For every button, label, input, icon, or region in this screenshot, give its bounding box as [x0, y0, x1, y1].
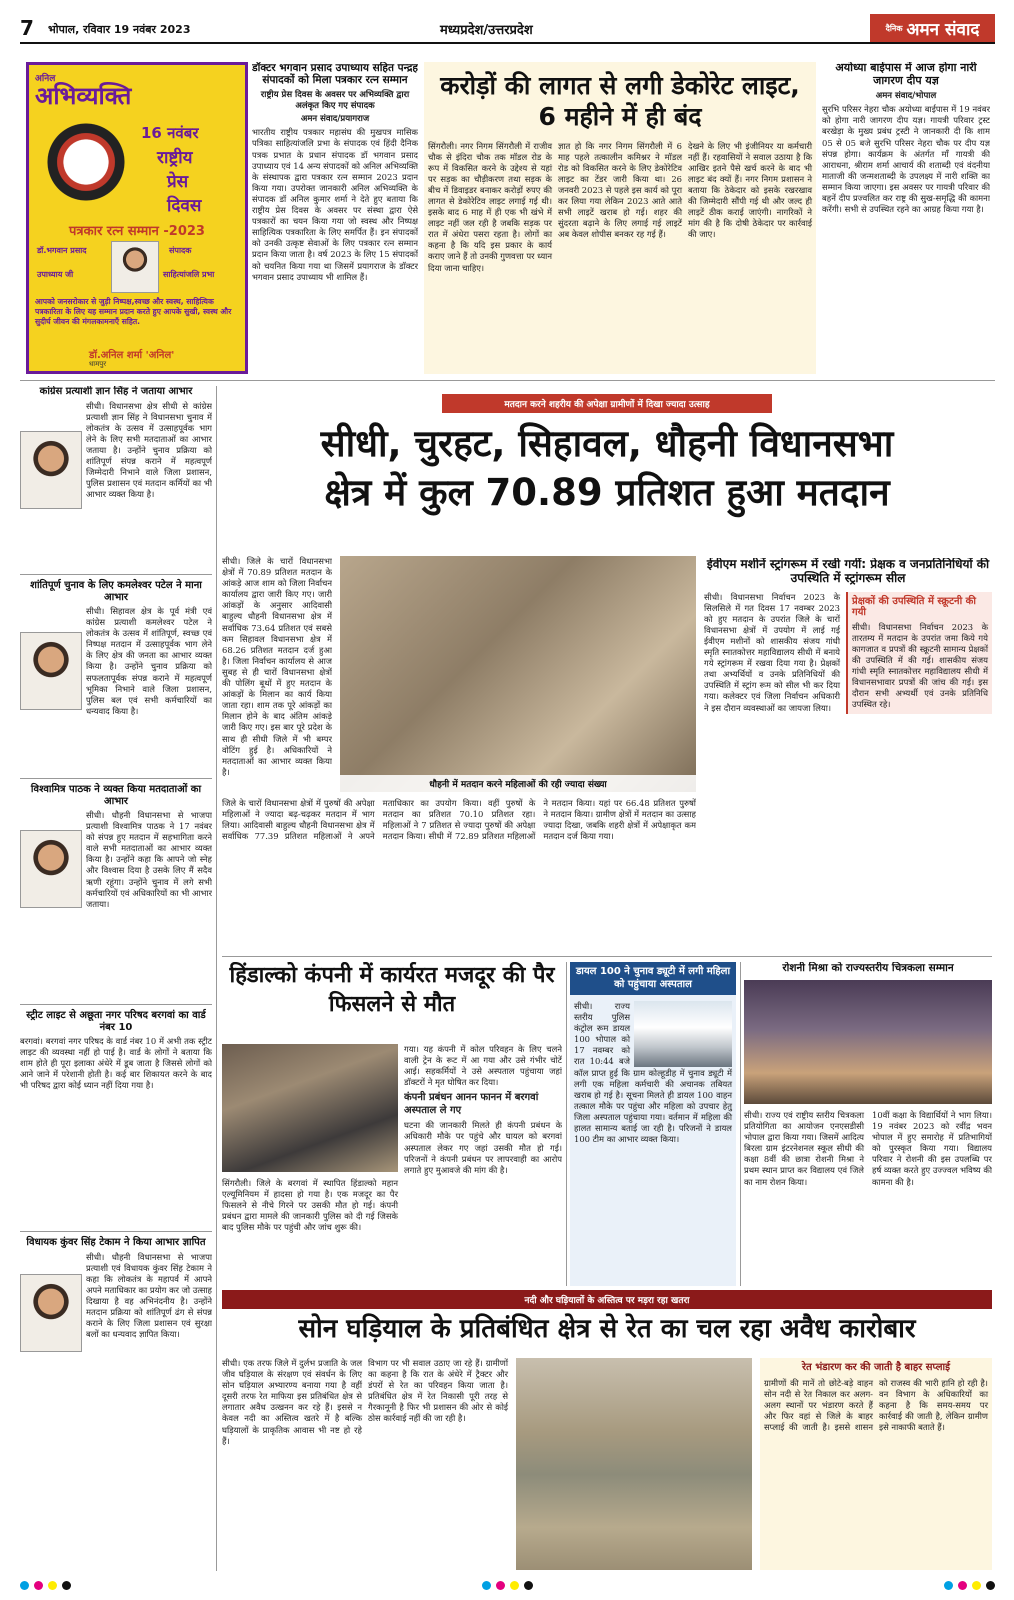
- magenta-dot: [34, 1581, 43, 1590]
- left-column: [20, 386, 212, 1571]
- ad-right-role: साहित्यांजलि प्रभा: [163, 270, 215, 279]
- left-s3-body: सीधी। धौहनी विधानसभा से भाजपा प्रत्याशी विश्वामित्र पाठक ने 17 नवंबर को संपन्न हुए मतदान में सहभागिता करने वाले सभी मतदाताओं का आभार व्यक्त किया है। उन्होंने कहा कि आपने जो स्नेह और विश्वास दिया है उसके लिए मैं सदैव ऋणी रहूंगा। उन्होंने चुनाव में लगे सभी कर्मचारियों एवं अधिकारियों का भी आभार जताया।: [86, 810, 212, 909]
- main-side-body: सीधी। विधानसभा निर्वाचन 2023 के सिलसिले में गत दिवस 17 नवम्बर 2023 को हुए मतदान के उपरांत जिले के चारों विधानसभा क्षेत्रों में उपयोग में लाई गई ईवीएम मशीनों को शासकीय संजय गांधी स्मृति स्नातकोत्तर महाविद्यालय सीधी में बनाये गये स्ट्रांगरूम में रखवा दिया गया है। प्रेक्षकों तथा अभ्यर्थियों व उनके प्रतिनिधियों की उपस्थिति में स्ट्रांग रूम को सील भी कर दिया गया। कलेक्टर एवं जिला निर्वाचन अधिकारी ने इस दौरान व्यवस्थाओं का जायजा लिया।: [704, 591, 840, 713]
- roshni-col1: सीधी। राज्य एवं राष्ट्रीय स्तरीय चित्रकला प्रतियोगिता का आयोजन एनएसडीसी भोपाल द्वारा किया गया। जिसमें आदित्य बिरला ग्राम इंटरनेशनल स्कूल सीधी की कक्षा 8वीं की छात्रा रोशनी मिश्रा ने प्रथम स्थान प्राप्त कर विद्यालय एवं जिले का नाम रोशन किया।: [744, 1110, 864, 1187]
- hindalco-col2: गया। यह कंपनी में कोल परिवहन के लिए चलने वाली ट्रेन के रूट में आ गया और उसे गंभीर चोटें आई। सहकर्मियों ने उसे अस्पताल पहुंचाया जहां डॉक्टरों ने मृत घोषित कर दिया।: [404, 1044, 562, 1088]
- section-name: मध्यप्रदेश/उत्तरप्रदेश: [440, 23, 533, 38]
- story-main: [222, 386, 992, 952]
- story-led-light: [424, 62, 816, 374]
- ad-brand: अनिल: [35, 74, 56, 84]
- left-s2-portrait: [20, 632, 82, 710]
- black-dot: [986, 1581, 995, 1590]
- story-roshni: [744, 962, 992, 1286]
- left-s1-body: सीधी। विधानसभा क्षेत्र सीधी से कांग्रेस प्रत्याशी ज्ञान सिंह ने विधानसभा चुनाव में लोकतंत्र के उत्सव में उत्साहपूर्वक भाग लेने के लिए सभी मतदाताओं का आभार जताया है। उन्होंने चुनाव प्रक्रिया को शांतिपूर्ण संपन्न कराने में महत्वपूर्ण जिम्मेदारी निभाने वाले जिला प्रशासन, पुलिस प्रशासन एवं मतदान कर्मियों का भी आभार व्यक्त किया है।: [86, 400, 212, 500]
- story-upadhyay-sub: राष्ट्रीय प्रेस दिवस के अवसर पर अभिव्यक्ति द्वारा अलंकृत किए गए संपादक: [260, 90, 410, 111]
- ad-date: 16 नवंबर: [141, 124, 199, 142]
- roshni-headline: रोशनी मिश्रा को राज्यस्तरीय चित्रकला सम्मान: [782, 962, 954, 974]
- sone-side-body: ग्रामीणों की मानें तो छोटे-बड़े वाहन सोन नदी से रेत निकाल कर अलग-अलग स्थानों पर भंडारण करते हैं और फिर वहां से जिले के बाहर सप्लाई की जाती है। इससे शासन को राजस्व की भारी हानि हो रही है। वन विभाग के अधिकारियों का कहना है कि समय-समय पर कार्रवाई की जाती है, लेकिन ग्रामीण इसे नाकाफी बताते हैं।: [764, 1377, 988, 1432]
- main-side-headline: ईवीएम मशीनें स्ट्रांगरूम में रखी गयीं: प्रेक्षक व जनप्रतिनिधियों की उपस्थिति में स्ट्रांगरूम सील: [706, 558, 990, 585]
- roshni-award-photo: [744, 980, 992, 1104]
- page-header: [20, 14, 995, 44]
- reg-marks-left: [20, 1581, 71, 1590]
- yellow-dot: [972, 1581, 981, 1590]
- page-number: 7: [20, 16, 34, 40]
- divider: [20, 380, 995, 381]
- main-photo-caption: धौहनी में मतदान करने महिलाओं की रही ज्यादा संख्या: [340, 775, 696, 792]
- left-s5-headline: विधायक कुंवर सिंह टेकाम ने किया आभार ज्ञापित: [26, 1237, 206, 1248]
- left-s4-body: बरगवां। बरगवां नगर परिषद के वार्ड नंबर 10 में अभी तक स्ट्रीट लाइट की व्यवस्था नहीं हो पाई है। वार्ड के लोगों ने बताया कि शाम होते ही पूरा इलाका अंधेरे में डूब जाता है जिससे लोगों को आने जाने में परेशानी होती है। कई बार शिकायत करने के बाद भी परिषद द्वारा कोई ध्यान नहीं दिया गया है।: [20, 1036, 212, 1091]
- sone-col1: सीधी। एक तरफ जिले में दुर्लभ प्रजाति के जल जीव घड़ियाल के संरक्षण एवं संवर्धन के लिए सोन घड़ियाल अभ्यारण्य बनाया गया है वहीं दूसरी तरफ रेत माफिया इस प्रतिबंधित क्षेत्र से लगातार अवैध उत्खनन कर रहे हैं। इससे न केवल नदी का अस्तित्व खतरे में है बल्कि घड़ियालों के प्राकृतिक आवास भी नष्ट हो रहे हैं।: [222, 1358, 362, 1446]
- divider: [20, 778, 212, 779]
- ad-line1: राष्ट्रीय: [157, 148, 193, 168]
- black-dot: [62, 1581, 71, 1590]
- left-s3-portrait: [20, 830, 82, 908]
- story-upadhyay: [252, 62, 418, 374]
- cyan-dot: [482, 1581, 491, 1590]
- main-col2: जिले के चारों विधानसभा क्षेत्रों में पुरुषों की अपेक्षा महिलाओं ने ज्यादा बढ़-चढ़कर मतदान में भाग लिया। आदिवासी बाहुल्य धौहनी विधानसभा क्षेत्र में सर्वाधिक 77.39 प्रतिशत महिलाओं ने अपने मताधिकार का उपयोग किया। वहीं पुरुषों के मतदान का प्रतिशत 70.10 प्रतिशत रहा। महिलाओं ने 7 प्रतिशत से ज्यादा पुरुषों की अपेक्षा मतदान किया। सीधी में 72.89 प्रतिशत महिलाओं ने मतदान किया। यहां पर 66.48 प्रतिशत पुरुषों ने मतदान किया। ग्रामीण क्षेत्रों में मतदान का उत्साह ज्यादा दिखा, जबकि शहरी क्षेत्रों में अपेक्षाकृत कम मतदान दर्ज किया गया।: [222, 798, 696, 842]
- story-ayodhya: [822, 62, 990, 374]
- dial100-vehicle-photo: [634, 1001, 732, 1067]
- masthead-logo: [870, 14, 995, 42]
- story-upadhyay-headline: डॉक्टर भगवान प्रसाद उपाध्याय सहित पन्द्रह संपादकों को मिला पत्रकार रत्न सम्मान: [252, 62, 418, 87]
- main-headline-l1: सीधी, चुरहट, सिहावल, धौहनी विधानसभा: [320, 422, 894, 465]
- ad-right-name: संपादक: [169, 246, 192, 255]
- left-s2-headline: शांतिपूर्ण चुनाव के लिए कमलेश्वर पटेल ने माना आभार: [30, 580, 202, 603]
- footer-registration-marks: [20, 1578, 995, 1592]
- divider: [222, 956, 992, 957]
- left-s4-headline: स्ट्रीट लाइट से अछूता नगर परिषद बरगवां का वार्ड नंबर 10: [26, 1010, 206, 1033]
- masthead-name: अमन संवाद: [906, 19, 980, 40]
- ad-emblem: [41, 117, 131, 207]
- masthead-prefix: दैनिक: [885, 23, 903, 33]
- divider: [216, 386, 217, 1571]
- main-side-story: [704, 558, 992, 950]
- left-s5-portrait: [20, 1274, 82, 1352]
- hindalco-photo: [222, 1044, 398, 1172]
- main-inset-body: सीधी। विधानसभा निर्वाचन 2023 के तारतम्य में मतदान के उपरांत जमा किये गये कागजात व प्रपत्रों की स्क्रूटनी सामान्य प्रेक्षकों की उपस्थिति में की गई। शासकीय संजय गांधी स्मृति स्नातकोत्तर महाविद्यालय सीधी में विधानसभावार प्रपत्रों की जांच की गई। इस दौरान सभी अभ्यर्थी एवं उनके प्रतिनिधि उपस्थित रहे।: [852, 621, 988, 710]
- ad-award: पत्रकार रत्न सम्मान -2023: [69, 224, 205, 239]
- sone-kicker: नदी और घड़ियालों के अस्तित्व पर मड़रा रहा खतरा: [222, 1290, 992, 1309]
- ad-line3: दिवस: [167, 196, 202, 216]
- sone-col2: विभाग पर भी सवाल उठाए जा रहे हैं। ग्रामीणों का कहना है कि रात के अंधेरे में ट्रैक्टर और डंपरों से रेत का परिवहन किया जाता है। प्रतिबंधित क्षेत्र में रेत निकासी पूरी तरह से गैरकानूनी है फिर भी प्रशासन की ओर से कोई ठोस कार्रवाई नहीं की जा रही है।: [368, 1358, 508, 1424]
- ad-signer: डॉ.अनिल शर्मा 'अनिल': [89, 350, 175, 361]
- story-ayodhya-byline: अमन संवाद/भोपाल: [875, 91, 937, 102]
- left-s2-body: सीधी। सिहावल क्षेत्र के पूर्व मंत्री एवं कांग्रेस प्रत्याशी कमलेश्वर पटेल ने लोकतंत्र के उत्सव में शांतिपूर्ण, स्वच्छ एवं निष्पक्ष मतदान में उत्साहपूर्वक भाग लेने के लिए क्षेत्र की जनता का आभार व्यक्त किया है। उन्होंने चुनाव प्रक्रिया को सफलतापूर्वक संपन्न कराने में महत्वपूर्ण भूमिका निभाने वाले जिला प्रशासन, पुलिस बल एवं सभी कर्मचारियों का धन्यवाद किया है।: [86, 606, 212, 716]
- ad-left-name: डॉ.भगवान प्रसाद: [37, 246, 87, 255]
- story-upadhyay-body: भारतीय राष्ट्रीय पत्रकार महासंघ की मुखपत्र मासिक पत्रिका साहित्यांजलि प्रभा के संपादक एवं हिंदी दैनिक पत्रक प्रभात के प्रधान संपादक डॉ भगवान प्रसाद उपाध्याय एवं 14 अन्य संपादकों को अनिल अभिव्यक्ति के संस्थापक द्वारा पत्रकार रत्न सम्मान 2023 प्रदान किया गया। उपरोक्त जानकारी अनिल अभिव्यक्ति के संपादक डॉ अनिल कुमार शर्मा ने देते हुए बताया कि राष्ट्रीय प्रेस दिवस के अवसर पर संस्था द्वारा ऐसे पत्रकारों का चयन किया गया जो स्वस्थ और निष्पक्ष साहित्यिक पत्रकारिता के लिए समर्पित हैं। इन संपादकों को उनकी उत्कृष्ट सेवाओं के लिए पत्रकार रत्न सम्मान प्रदान किया जाता है। वर्ष 2023 के लिए 15 संपादकों को चयनित किया गया था जिसमें प्रयागराज के डॉक्टर भगवान प्रसाद उपाध्याय भी शामिल हैं।: [252, 127, 418, 282]
- story-ayodhya-body: सुरभि परिसर नेहरा चौक अयोध्या बाईपास में 19 नवंबर को होगा नारी जागरण दीप यज्ञ। गायत्री परिवार ट्रस्ट बरखेड़ा के मुख्य प्रबंध ट्रस्टी ने जानकारी दी कि शाम 05 से 05 बजे सुरभि परिसर नेहरा चौक पर दीप यज्ञ संपन्न होगा। कार्यक्रम के अंतर्गत माँ गायत्री की आराधना, श्रीराम शर्मा आचार्य की शताब्दी एवं वंदनीया माताजी की जन्मशताब्दी के उपलक्ष्य में नारी शक्ति का सम्मान किया जाएगा। इस अवसर पर गायत्री परिवार की बहनें दीप प्रज्वलित कर राष्ट्र की सुख-समृद्धि की कामना करेंगी। सभी से उपस्थित रहने का आग्रह किया गया है।: [822, 104, 990, 215]
- ad-left-role: उपाध्याय जी: [37, 270, 74, 279]
- hindalco-headline: हिंडाल्को कंपनी में कार्यरत मजदूर की पैर फिसलने से मौत: [229, 963, 555, 1017]
- left-s5-body: सीधी। धौहनी विधानसभा से भाजपा प्रत्याशी एवं विधायक कुंवर सिंह टेकाम ने कहा कि लोकतंत्र के महापर्व में आपने अपने मताधिकार का प्रयोग कर जो उत्साह दिखाया है वह अभिनंदनीय है। उन्होंने मतदान प्रक्रिया को शांतिपूर्ण ढंग से संपन्न कराने के लिए जिला प्रशासन एवं सुरक्षा बलों का धन्यवाद ज्ञापित किया।: [86, 1251, 212, 1340]
- left-s1-portrait: [20, 431, 82, 509]
- date-line: भोपाल, रविवार 19 नवंबर 2023: [48, 23, 191, 36]
- story-upadhyay-byline: अमन संवाद/प्रयागराज: [300, 114, 370, 125]
- black-dot: [524, 1581, 533, 1590]
- main-inset-headline: प्रेक्षकों की उपस्थिति में स्क्रूटनी की गयी: [852, 595, 976, 619]
- story-dial100: [570, 962, 736, 1286]
- main-inset-box: [846, 592, 992, 715]
- story-hindalco: [222, 962, 562, 1286]
- hindalco-col1: सिंगरौली। जिले के बरगवां में स्थापित हिंडाल्को महान एल्यूमिनियम में हादसा हो गया है। एक मजदूर का पैर फिसलने से नीचे गिरने पर उसकी मौत हो गई। कंपनी प्रबंधन द्वारा मामले की जानकारी पुलिस को दी गई जिसके बाद पुलिस मौके पर पहुंची और जांच शुरू की।: [222, 1178, 398, 1233]
- divider: [20, 1231, 212, 1232]
- story-sone: [222, 1290, 992, 1572]
- story-ayodhya-headline: अयोध्या बाईपास में आज होगा नारी जागरण दीप यज्ञ: [835, 62, 977, 87]
- cyan-dot: [944, 1581, 953, 1590]
- divider: [566, 962, 567, 1286]
- story-led-col3: देखने के लिए भी इंजीनियर या कर्मचारी नहीं हैं। रहवासियों ने सवाल उठाया है कि आखिर इतने पैसे खर्च करने के बाद भी लाइट बंद क्यों हैं। नगर निगम प्रशासन ने बताया कि ठेकेदार को इसके रखरखाव की जिम्मेदारी सौंपी गई थी और जल्द ही लाइटें ठीक कराई जाएंगी। नागरिकों ने मांग की है कि दोषी ठेकेदार पर कार्रवाई की जाए।: [688, 140, 812, 240]
- yellow-dot: [48, 1581, 57, 1590]
- sone-side-headline: रेत भंडारण कर की जाती है बाहर सप्लाई: [801, 1362, 951, 1373]
- yellow-dot: [510, 1581, 519, 1590]
- main-voters-photo: [340, 556, 696, 792]
- main-headline-l2: क्षेत्र में कुल 70.89 प्रतिशत हुआ मतदान: [324, 470, 890, 514]
- story-led-col1: सिंगरौली। नगर निगम सिंगरौली में राजीव चौक से इंदिरा चौक तक मॉडल रोड के रूप में विकसित करने के उद्देश्य से यहां पर सड़क का चौड़ीकरण तथा सड़क के बीच में डिवाइडर बनाकर करोड़ों रुपए की लागत से डेकोरेटिव लाइट लगाई गई थी। इसके बाद 6 माह में ही एक भी खंभे में लाइट नहीं जल रही है जबकि सड़क पर रात में अंधेरा पसरा रहता है। लोगों का कहना है कि यदि इस प्रकार के कार्य कराए जाने हैं तो उनकी गुणवत्ता पर ध्यान दिया जाना चाहिए।: [428, 140, 552, 273]
- dial100-body: सीधी। राज्य स्तरीय पुलिस कंट्रोल रूम डायल 100 भोपाल को 17 नवम्बर को रात 10:44 बजे कॉल प्राप्त हुई कि ग्राम कोल्हूडीह में चुनाव ड्यूटी में लगी एक महिला कर्मचारी की अचानक तबियत खराब हो गई है। सूचना मिलते ही डायल 100 वाहन तत्काल मौके पर पहुंचा और महिला को उपचार हेतु जिला अस्पताल पहुंचाया गया। वर्तमान में महिला की हालत सामान्य बताई जा रही है। परिजनों ने डायल 100 टीम का आभार व्यक्त किया।: [574, 1001, 732, 1145]
- roshni-col2: 10वीं कक्षा के विद्यार्थियों ने भाग लिया। 19 नवंबर 2023 को रवींद्र भवन भोपाल में हुए समारोह में प्रतिभागियों को पुरस्कृत किया गया। विद्यालय परिवार ने रोशनी की इस उपलब्धि पर हर्ष व्यक्त करते हुए उज्ज्वल भविष्य की कामना की है।: [872, 1110, 992, 1187]
- hindalco-sub: कंपनी प्रबंधन आनन फानन में बरगवां अस्पताल ले गए: [404, 1092, 539, 1116]
- sone-river-photo: [516, 1358, 752, 1570]
- story-led-col2: ज्ञात हो कि नगर निगम सिंगरौली में 6 माह पहले तत्कालीन कमिश्नर ने मॉडल रोड को विकसित करने के लिए डेकोरेटिव लाइट का टेंडर जारी किया था। 26 जनवरी 2023 से पहले इस कार्य को पूरा कर लिया गया लेकिन 2023 आते आते सभी लाइटें खराब हो गई। शहर की सुंदरता बढ़ाने के लिए लगाई गई लाइटें अब केवल शोपीस बनकर रह गई हैं।: [558, 140, 682, 240]
- cyan-dot: [20, 1581, 29, 1590]
- press-day-advertisement: [26, 62, 248, 374]
- main-kicker: मतदान करने शहरीय की अपेक्षा ग्रामीणों में दिखा ज्यादा उत्साह: [442, 394, 772, 413]
- sone-side-box: [760, 1358, 992, 1570]
- reg-marks-center: [482, 1581, 533, 1590]
- ad-line2: प्रेस: [167, 172, 189, 192]
- left-s3-headline: विश्वामित्र पाठक ने व्यक्त किया मतदाताओं का आभार: [30, 784, 202, 807]
- left-s1-headline: कांग्रेस प्रत्याशी ज्ञान सिंह ने जताया आभार: [39, 386, 193, 397]
- ad-portrait: [111, 241, 159, 293]
- divider: [20, 1004, 212, 1005]
- reg-marks-right: [944, 1581, 995, 1590]
- sone-headline: सोन घड़ियाल के प्रतिबंधित क्षेत्र से रेत का चल रहा अवैध कारोबार: [298, 1314, 916, 1344]
- magenta-dot: [496, 1581, 505, 1590]
- main-col1: सीधी। जिले के चारों विधानसभा क्षेत्रों में 70.89 प्रतिशत मतदान के आंकड़े आज शाम को जिला निर्वाचन कार्यालय द्वारा जारी किए गए। जारी आंकड़ों के अनुसार आदिवासी बाहुल्य धौहनी विधानसभा क्षेत्र में सर्वाधिक 73.64 प्रतिशत एवं सबसे कम सिहावल विधानसभा क्षेत्र में 68.26 प्रतिशत मतदान दर्ज हुआ है। जिला निर्वाचन कार्यालय से आज सुबह से ही चारों विधानसभा क्षेत्रों की पोलिंग बूथों में हुए मतदान के आंकड़ों के मिलान का कार्य किया जाता रहा। शाम तक पूरे आंकड़ों का मिलान होने के बाद अंतिम आंकड़े जारी किए गए। इस बार पूरे प्रदेश के साथ ही सीधी जिले में भी बम्पर वोटिंग हुई है। अधिकारियों ने मतदाताओं का आभार व्यक्त किया है।: [222, 556, 332, 777]
- hindalco-col2b: घटना की जानकारी मिलते ही कंपनी प्रबंधन के अधिकारी मौके पर पहुंचे और घायल को बरगवां अस्पताल लेकर गए जहां उसकी मौत हो गई। परिजनों ने कंपनी प्रबंधन पर लापरवाही का आरोप लगाते हुए मुआवजे की मांग की है।: [404, 1120, 562, 1175]
- divider: [740, 962, 741, 1286]
- ad-title: अभिव्यक्ति: [35, 82, 132, 110]
- magenta-dot: [958, 1581, 967, 1590]
- dial100-headline: डायल 100 ने चुनाव ड्यूटी में लगी महिला को पहुंचाया अस्पताल: [570, 962, 736, 995]
- story-led-headline: करोड़ों की लागत से लगी डेकोरेट लाइट, 6 महीने में ही बंद: [440, 71, 800, 132]
- ad-signer-sub: धामपुर: [89, 360, 107, 368]
- divider: [20, 574, 212, 575]
- ad-message: आपको जनसरोकार से जुड़ी निष्पक्ष,स्वच्छ और स्वस्थ, साहित्यिक पत्रकारिता के लिए यह सम्मान प्रदान करते हुए आपके सुखी, स्वस्थ और सुदीर्घ जीवन की मंगलकामनाएँ सहित.: [35, 297, 232, 326]
